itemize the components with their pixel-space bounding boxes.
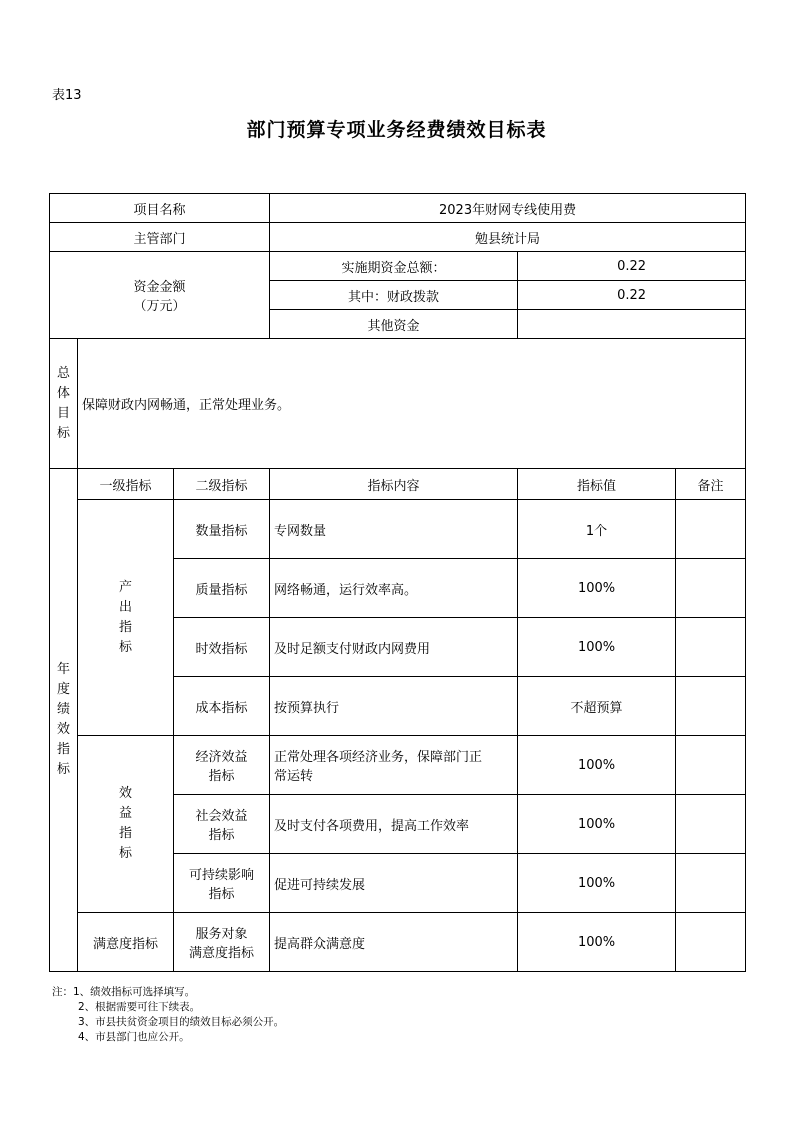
header-level2: 二级指标	[174, 469, 270, 500]
header-remark: 备注	[676, 469, 746, 500]
remark-cell	[676, 795, 746, 854]
content-cell: 网络畅通，运行效率高。	[270, 559, 518, 618]
content-cell: 按预算执行	[270, 677, 518, 736]
overall-target-row	[50, 339, 746, 469]
level2-cell: 时效指标	[174, 618, 270, 677]
funding-other-value	[518, 310, 746, 339]
page-title: 部门预算专项业务经费绩效目标表	[246, 119, 547, 141]
project-name-row	[50, 194, 746, 223]
table-row	[50, 913, 746, 972]
level2-cell: 可持续影响 指标	[174, 854, 270, 913]
performance-target-table	[49, 193, 746, 972]
table-row	[50, 500, 746, 559]
remark-cell	[676, 677, 746, 736]
department-row	[50, 223, 746, 252]
footnotes	[52, 985, 284, 1045]
project-name-label: 项目名称	[50, 194, 270, 223]
overall-target-label: 总 体 目 标	[50, 339, 78, 469]
funding-label-line1: 资金金额	[133, 280, 186, 295]
header-level1: 一级指标	[78, 469, 174, 500]
value-cell: 不超预算	[518, 677, 676, 736]
table-row	[50, 736, 746, 795]
footnote: 3、市县扶贫资金项目的绩效目标必须公开。	[78, 1016, 285, 1028]
department-label: 主管部门	[50, 223, 270, 252]
header-value: 指标值	[518, 469, 676, 500]
level2-cell: 数量指标	[174, 500, 270, 559]
funding-label-line2: （万元）	[133, 299, 186, 314]
funding-fiscal-value: 0.22	[518, 281, 746, 310]
footnote: 2、根据需要可往下续表。	[78, 1001, 201, 1013]
remark-cell	[676, 559, 746, 618]
value-cell: 100%	[518, 736, 676, 795]
footnote: 4、市县部门也应公开。	[78, 1031, 190, 1043]
level2-cell: 服务对象 满意度指标	[174, 913, 270, 972]
content-cell: 正常处理各项经济业务，保障部门正 常运转	[270, 736, 518, 795]
funding-row	[50, 252, 746, 281]
value-cell: 100%	[518, 795, 676, 854]
value-cell: 100%	[518, 559, 676, 618]
remark-cell	[676, 500, 746, 559]
content-cell: 提高群众满意度	[270, 913, 518, 972]
remark-cell	[676, 618, 746, 677]
level2-cell: 成本指标	[174, 677, 270, 736]
benefit-indicator-label: 效 益 指 标	[78, 736, 174, 913]
header-content: 指标内容	[270, 469, 518, 500]
funding-other-label: 其他资金	[270, 310, 518, 339]
overall-target-content: 保障财政内网畅通，正常处理业务。	[78, 339, 746, 469]
funding-label	[50, 252, 270, 339]
output-indicator-label: 产 出 指 标	[78, 500, 174, 736]
satisfaction-indicator-label: 满意度指标	[78, 913, 174, 972]
level2-cell: 经济效益 指标	[174, 736, 270, 795]
level2-cell: 质量指标	[174, 559, 270, 618]
remark-cell	[676, 913, 746, 972]
content-cell: 专网数量	[270, 500, 518, 559]
table-number-label: 表13	[52, 88, 82, 103]
annual-header-row	[50, 469, 746, 500]
funding-total-label: 实施期资金总额：	[270, 252, 518, 281]
project-name-value: 2023年财网专线使用费	[270, 194, 746, 223]
value-cell: 100%	[518, 913, 676, 972]
content-cell: 促进可持续发展	[270, 854, 518, 913]
content-cell: 及时支付各项费用，提高工作效率	[270, 795, 518, 854]
footnote: 注：1、绩效指标可选择填写。	[52, 986, 196, 998]
annual-target-label: 年 度 绩 效 指 标	[50, 469, 78, 972]
remark-cell	[676, 854, 746, 913]
funding-fiscal-label: 其中：财政拨款	[270, 281, 518, 310]
content-cell: 及时足额支付财政内网费用	[270, 618, 518, 677]
department-value: 勉县统计局	[270, 223, 746, 252]
remark-cell	[676, 736, 746, 795]
level2-cell: 社会效益 指标	[174, 795, 270, 854]
funding-total-value: 0.22	[518, 252, 746, 281]
value-cell: 1个	[518, 500, 676, 559]
value-cell: 100%	[518, 854, 676, 913]
value-cell: 100%	[518, 618, 676, 677]
